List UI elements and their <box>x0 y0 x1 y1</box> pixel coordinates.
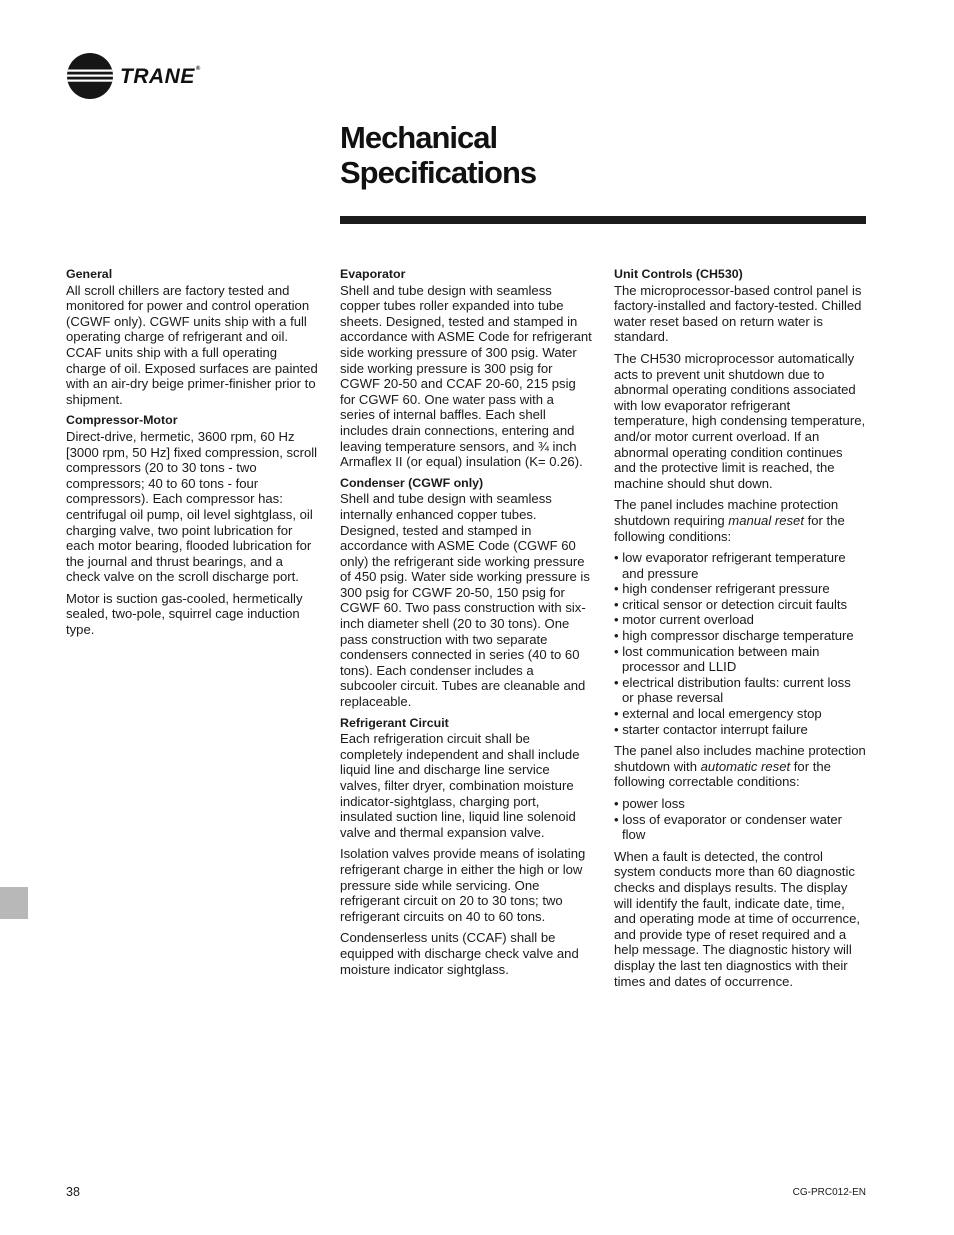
trane-logo <box>66 52 201 100</box>
automatic-reset-list <box>614 796 866 843</box>
document-code: CG-PRC012-EN <box>792 1187 866 1198</box>
list-item: • low evaporator refrigerant temperature and pressure <box>614 550 866 581</box>
list-item: • power loss <box>614 796 866 812</box>
paragraph-manual-reset: The panel includes machine protection shutdown requiring manual reset for the following conditions: <box>614 497 845 544</box>
page-number: 38 <box>66 1185 80 1199</box>
paragraph: Condenserless units (CCAF) shall be equipped with discharge check valve and moisture indicator sightglass. <box>340 930 579 977</box>
paragraph: Shell and tube design with seamless internally enhanced copper tubes. Designed, tested and stamped in accordance with ASME Code (CGWF 60 only) the refrigerant side working pressure of 450 psig. Water side working pressure is 300 psig for CGWF 20-50, 150 psig for CGWF 60. Two pass construction with six-inch diameter shell (20 to 30 tons). One pass construction with two separate condensers connected in series (40 to 60 tons). Each condenser includes a subcooler circuit. Tubes are cleanable and replaceable. <box>340 491 590 710</box>
list-item: • electrical distribution faults: current loss or phase reversal <box>614 675 866 706</box>
section-unit-controls <box>614 267 866 989</box>
emphasis: automatic reset <box>700 758 791 774</box>
list-item: • external and local emergency stop <box>614 706 866 722</box>
list-item: • lost communication between main processor and LLID <box>614 644 866 675</box>
column-middle <box>340 267 592 983</box>
paragraph: The CH530 microprocessor automatically acts to prevent unit shutdown due to abnormal operating conditions associated with low evaporator refrigerant temperature, high condensing temperature, and/or motor current overload. If an abnormal operating condition continues and the protective limit is reached, the machine should shut down. <box>614 350 866 491</box>
section-general <box>66 267 318 407</box>
section-condenser <box>340 476 592 710</box>
trane-logo-icon <box>66 52 114 100</box>
paragraph: Each refrigeration circuit shall be completely independent and shall include liquid line and discharge line service valves, filter dryer, combination moisture indicator-sightglass, charging port, insulated suction line, liquid line solenoid valve and thermal expansion valve. <box>340 731 580 840</box>
paragraph: When a fault is detected, the control system conducts more than 60 diagnostic checks and displays results. The display will identify the fault, indicate date, time, and operating mode at time of occurrence, and provide type of reset required and a help message. The diagnostic history will display the last ten diagnostics with their times and dates of occurrence. <box>614 848 861 989</box>
list-item: • high compressor discharge temperature <box>614 628 866 644</box>
section-heading: Evaporator <box>340 267 406 281</box>
list-item: • starter contactor interrupt failure <box>614 722 866 738</box>
paragraph: Shell and tube design with seamless copper tubes roller expanded into tube sheets. Designed, tested and stamped in accordance with ASME Code for refrigerant side working pressure of 300 psig. Water side working pressure is 300 psig for CGWF 20-50 and CCAF 20-60, 215 psig for CGWF 60. One water pass with a series of internal baffles. Each shell includes drain connections, entering and leaving temperature sensors, and ¾ inch Armaflex II (or equal) insulation (K= 0.26). <box>340 282 592 470</box>
section-heading: Refrigerant Circuit <box>340 715 449 730</box>
page-title-line-2: Specifications <box>340 155 537 190</box>
paragraph-automatic-reset: The panel also includes machine protection shutdown with automatic reset for the following correctable conditions: <box>614 743 866 790</box>
list-item: • motor current overload <box>614 612 866 628</box>
page-title <box>340 120 536 190</box>
section-refrigerant-circuit <box>340 716 592 978</box>
paragraph: Isolation valves provide means of isolating refrigerant charge in either the high or low pressure side while servicing. One refrigerant circuit on 20 to 30 tons; two refrigerant circuits on 40 to 60 tons. <box>340 846 586 924</box>
list-item: • loss of evaporator or condenser water flow <box>614 812 866 843</box>
paragraph: The microprocessor-based control panel is factory-installed and factory-tested. Chilled water reset based on return water is standard. <box>614 282 862 345</box>
manual-reset-list <box>614 550 866 737</box>
trane-logo-wordmark: TRANE® <box>120 64 201 88</box>
list-item: • high condenser refrigerant pressure <box>614 581 866 597</box>
title-rule <box>340 216 866 224</box>
list-item: • critical sensor or detection circuit faults <box>614 597 866 613</box>
section-heading: Unit Controls (CH530) <box>614 267 743 281</box>
paragraph: All scroll chillers are factory tested and monitored for power and control operation (CGWF only). CGWF units ship with a full operating charge of refrigerant and oil. CCAF units ship with a full operating charge of oil. Exposed surfaces are painted with an air-dry beige primer-finisher prior to shipment. <box>66 282 318 407</box>
section-heading: General <box>66 267 113 281</box>
section-heading: Compressor-Motor <box>66 413 178 428</box>
side-tab-marker <box>0 887 28 919</box>
paragraph: Motor is suction gas-cooled, hermetically sealed, two-pole, squirrel cage induction type. <box>66 590 303 638</box>
column-right <box>614 267 866 995</box>
section-heading: Condenser (CGWF only) <box>340 475 484 490</box>
emphasis: manual reset <box>728 512 804 528</box>
section-evaporator <box>340 267 592 470</box>
column-left <box>66 267 318 644</box>
paragraph: Direct-drive, hermetic, 3600 rpm, 60 Hz [3000 rpm, 50 Hz] fixed compression, scroll compressors (20 to 30 tons - two compressors; 40 to 60 tons - four compressors). Each compressor has: centrifugal oil pump, oil level sightglass, oil charging valve, two point lubrication for each motor bearing, flooded lubrication for the journal and thrust bearings, and a check valve on the scroll discharge port. <box>66 428 318 585</box>
page-title-line-1: Mechanical <box>340 120 498 155</box>
section-compressor-motor <box>66 413 318 637</box>
